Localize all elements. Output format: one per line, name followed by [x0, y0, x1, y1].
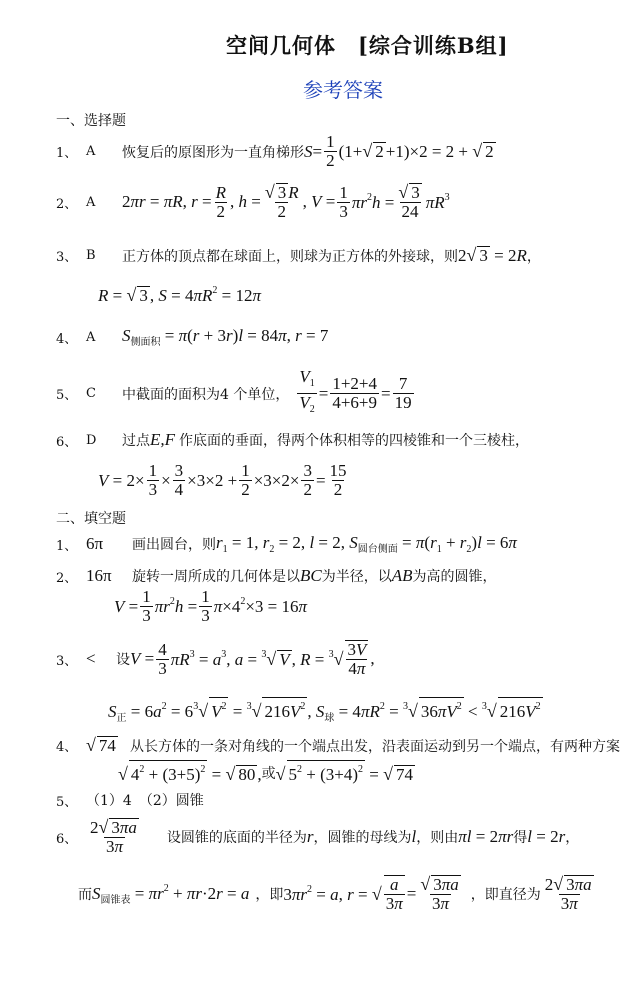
answer-item-3-line2: R = √ 3 , $S = 4\pi R^2 = 12\pi$: [98, 285, 261, 305]
section-choice-heading: 一、选择题: [56, 113, 126, 129]
item-number: 4、: [56, 331, 78, 347]
item-answer: B: [86, 248, 96, 263]
answer-item-5: 5、 C 中截面的面积为4 个单位， $\frac{V_1}{V_2}$ = $\frac{1+2+4}{4+6+9}$ = $\frac{7}{19}$: [56, 368, 416, 419]
page-subtitle: 参考答案: [303, 78, 383, 102]
item-number: 3、: [56, 653, 78, 669]
item-answer: √ 74: [86, 735, 116, 755]
item-text: 恢复后的原图形为一直角梯形: [122, 144, 304, 161]
item-number: 1、: [56, 538, 78, 554]
fill-item-3: 3、 < 设 V = $\frac{4}{3}$ $\pi R^3 = a^3$, a = $^3$√ V , R = $^3$√ $\frac{3V}{4\pi}$ ,: [56, 639, 375, 678]
item-answer: D: [86, 432, 97, 448]
answer-item-1: 1、 A 恢复后的原图形为一直角梯形 S = $\frac{1}{2}$ (1+√ 2 +1)×2 = 2 + √ 2: [56, 132, 494, 170]
item-number: 2、: [56, 196, 78, 212]
item-answer: 6π: [86, 534, 104, 553]
answer-item-6-line2: V = 2× $\frac{1}{3}$ × $\frac{3}{4}$ ×3×2 + $\frac{1}{2}$ ×3×2× $\frac{3}{2}$ = $\frac{15}{2}$: [98, 461, 347, 499]
item-number: 5、: [56, 388, 78, 403]
item-answer: A: [86, 329, 96, 345]
item-answer: C: [86, 386, 96, 401]
fraction: $\frac{1}{2}$: [326, 132, 335, 170]
fill-item-2: 2、 16π 旋转一周所成的几何体是以 BC 为半径，以 AB 为高的圆锥，: [56, 566, 497, 586]
item-number: 6、: [56, 831, 78, 847]
answer-item-2: 2、 A 2πr = πR, r = $\frac{R}{2}$ , h = $\frac{√ 3 R}{2}$ , V = $\frac{1}{3}$ $\pi r^2h$ = $\frac{√ 3}{24}$ $\pi R^3$: [56, 182, 450, 221]
item-answer: $\frac{2√ 3\pi a}{3\pi}$: [90, 817, 137, 856]
item-text: 中截面的面积为4 个单位，: [122, 386, 290, 403]
fill-item-2-line2: V = $\frac{1}{3}$ $\pi r^2h$ = $\frac{1}{3}$ $\pi\times 4^2\times 3 = 16\pi$: [114, 587, 308, 625]
item-text: 画出圆台，则: [132, 537, 216, 553]
fill-item-6-line2: 而 $S_{圆锥表} = \pi r^2 + \pi r\cdot 2r = a$ ，即 $3\pi r^2 = a$, r = √ $\frac{a}{3\pi}$ = $\frac{√ 3\pi a}{3\pi}$ ，即直径为 $\frac{2√ 3\pi a}{3\pi}$: [78, 874, 592, 913]
formula: S: [304, 141, 313, 161]
item-text: 从长方体的一条对角线的一个端点出发，沿表面运动到另一个端点，有两种方案: [130, 738, 620, 755]
item-answer: 16π: [86, 566, 112, 585]
formula: 2πr = πR, r =: [122, 192, 212, 211]
item-number: 4、: [56, 740, 78, 755]
page-title: 空间几何体 [综合训练B组]: [226, 33, 509, 58]
item-answer: A: [86, 144, 96, 159]
fill-item-6: 6、 $\frac{2√ 3\pi a}{3\pi}$ 设圆锥的底面的半径为 r ，圆锥的母线为 l ，则由 πl = 2πr 得 l = 2r ，: [56, 817, 580, 856]
fill-item-5: [56, 790, 204, 810]
item-number: 3、: [56, 250, 78, 265]
fill-item-1: 1、 6π 画出圆台，则 $r_1 = 1$, $r_2 = 2$, l = 2, $S_{圆台侧面} = \pi(r_1 + r_2)l = 6\pi$: [56, 533, 517, 555]
item-text: 正方体的顶点都在球面上，则球为正方体的外接球，则: [122, 248, 458, 265]
item-number: 6、: [56, 434, 78, 450]
item-answer: <: [86, 649, 96, 668]
fill-item-3-line2: $S_正 = 6a^2 = 6^3√$ $V^2 = ^3√$ $216V^2$ , $S_球 = 4\pi R^2 = ^3√$ $36\pi V^2 < ^3√$ $216V^2$: [108, 697, 543, 724]
answer-item-6: 6、 D 过点 E,F 作底面的垂面，得两个体积相等的四棱锥和一个三棱柱，: [56, 430, 530, 450]
item-number: 2、: [56, 570, 78, 586]
answer-item-3: 3、 B 正方体的顶点都在球面上，则球为正方体的外接球，则 2√ 3 = 2R ，: [56, 245, 541, 265]
answer-item-4: 4、 A $S_{侧面积} = \pi(r + 3r)l = 84\pi$, r = 7: [56, 326, 329, 348]
item-number: 5、: [56, 794, 78, 810]
item-number: 1、: [56, 146, 78, 161]
section-fill-heading: 二、填空题: [56, 511, 126, 527]
fill-item-4: [56, 735, 620, 756]
fill-item-4-line2: √ $4^2 + (3+5)^2$ = √ 80 , 或 √ $5^2 + (3+4)^2$ = √ 74: [118, 760, 415, 785]
item-text: （1）4 （2）圆锥: [86, 793, 204, 809]
item-answer: A: [86, 194, 96, 210]
